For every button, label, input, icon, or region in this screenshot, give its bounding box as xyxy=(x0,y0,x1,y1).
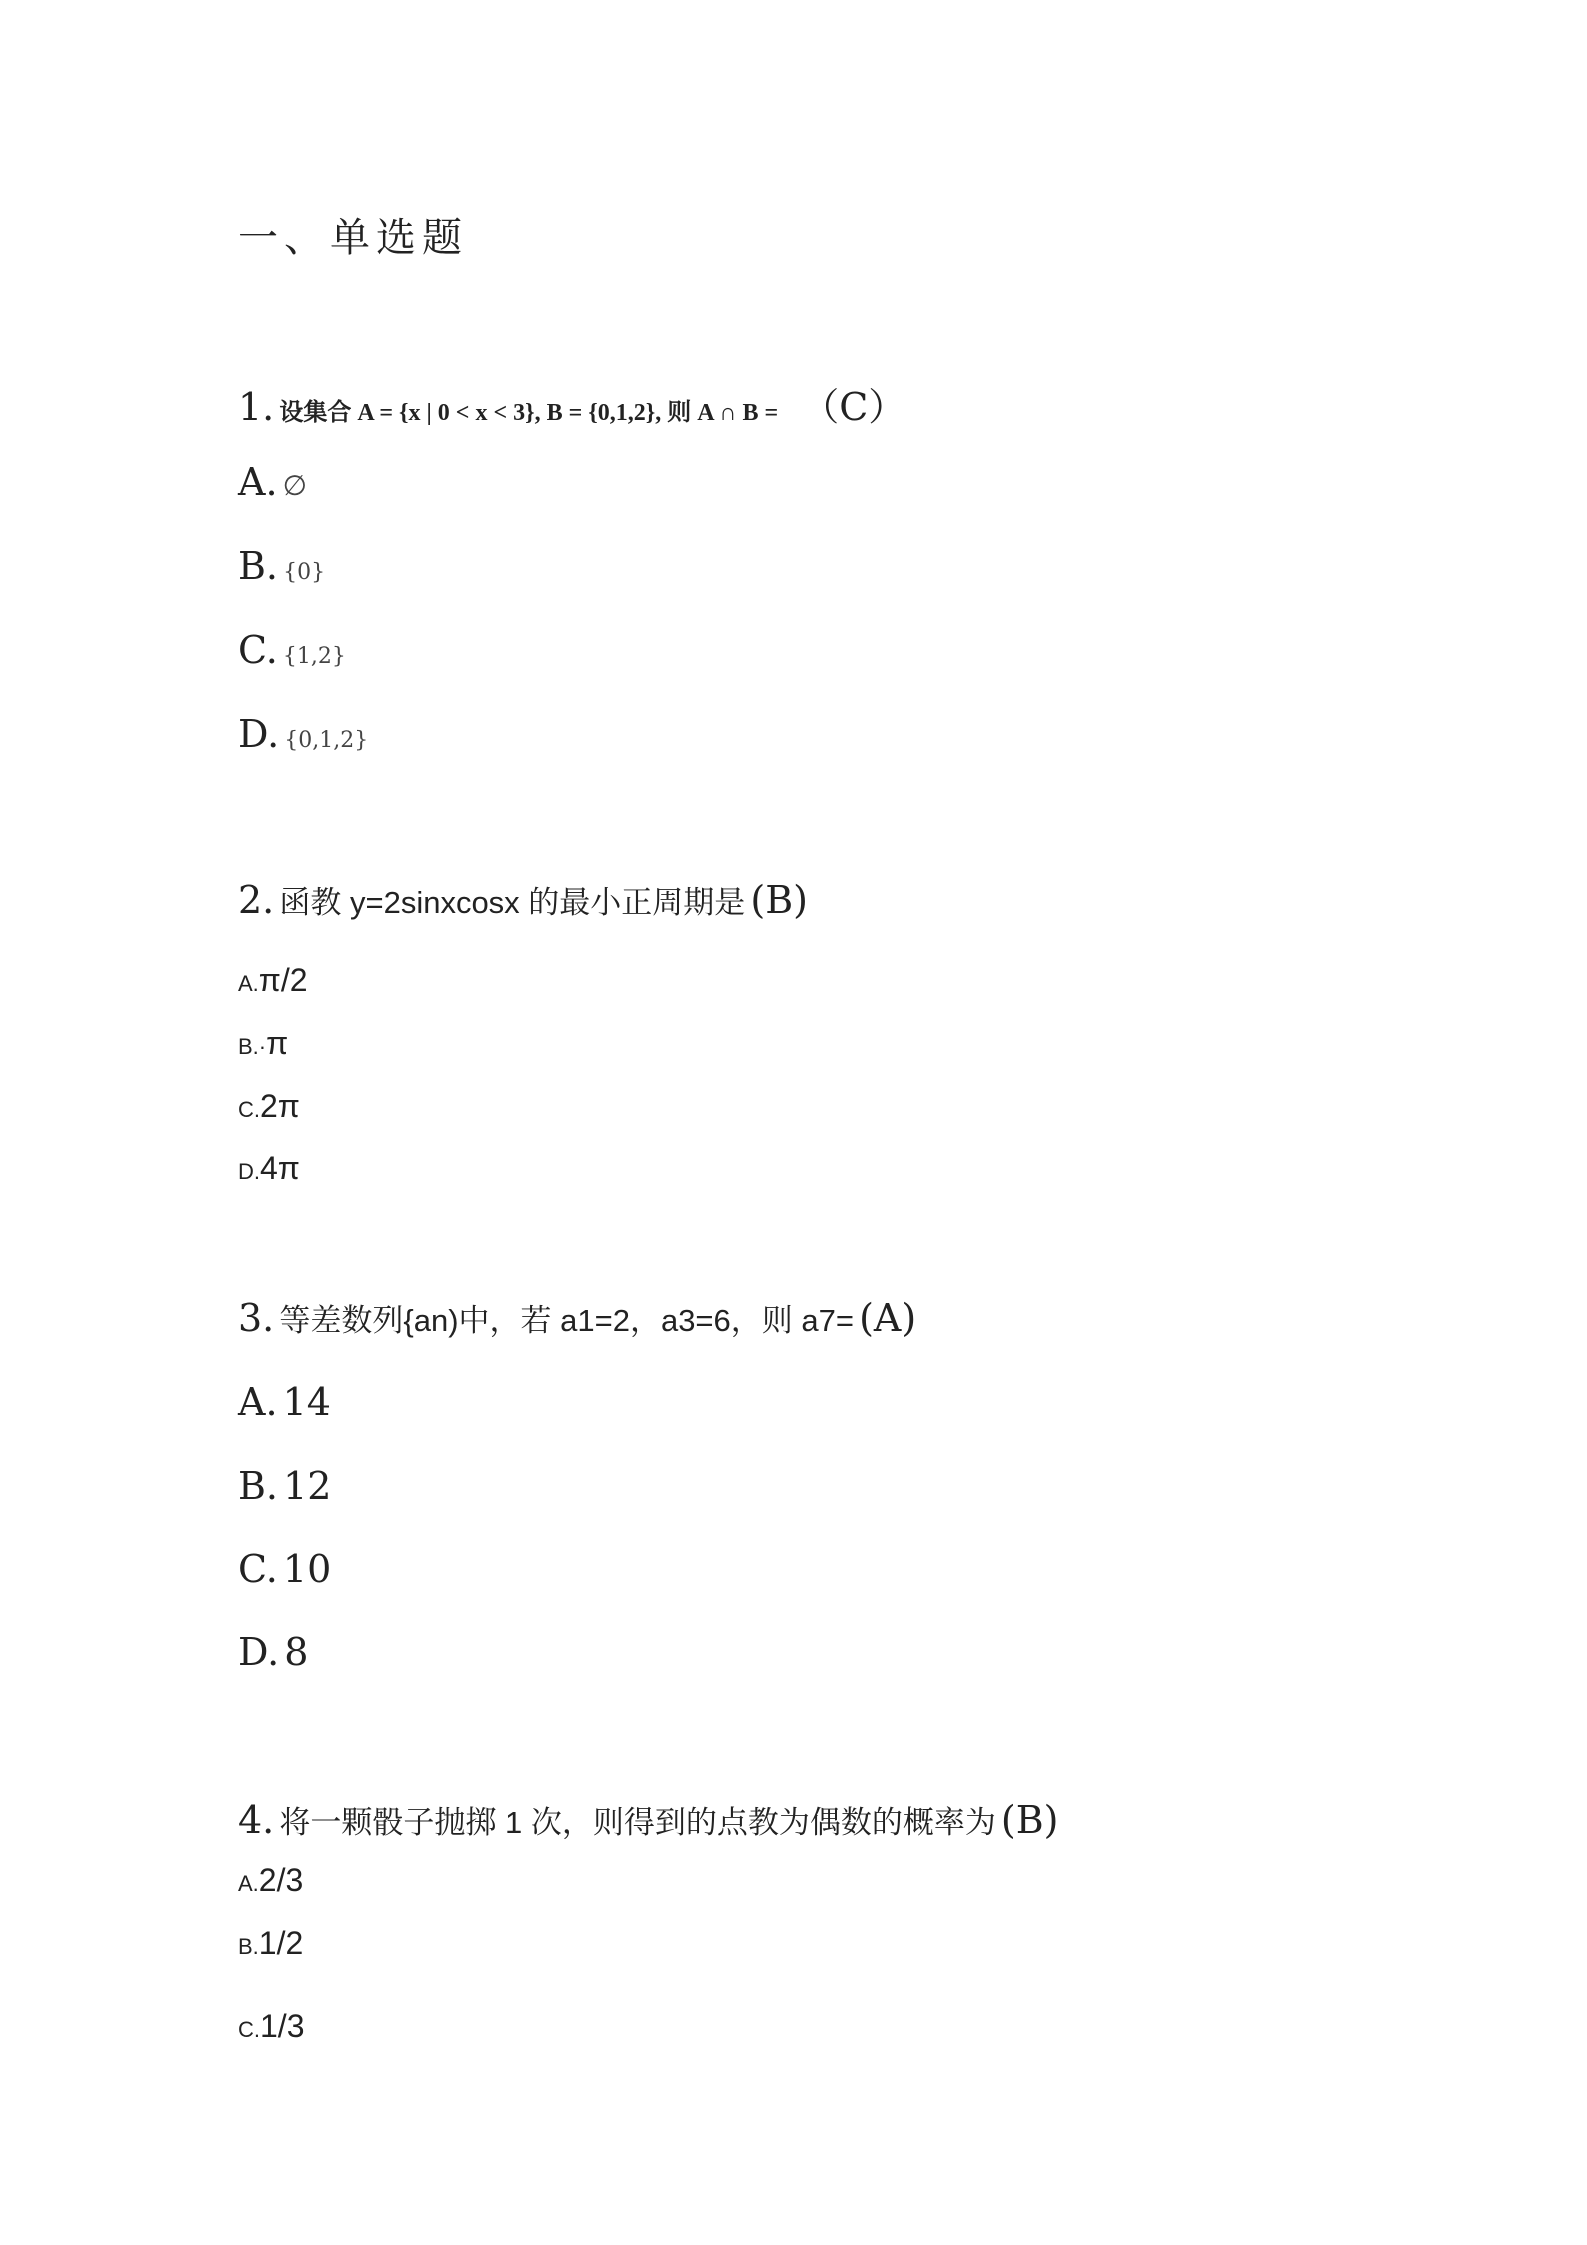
option-1b xyxy=(238,544,325,588)
option-value: 8 xyxy=(284,1630,309,1674)
option-4b xyxy=(238,1925,303,1962)
option-1a xyxy=(238,460,307,504)
option-label: A. xyxy=(238,971,259,996)
question-text: 函教 y=2sinxcosx 的最小正周期是 xyxy=(279,885,746,920)
question-2 xyxy=(238,877,808,922)
option-value: 10 xyxy=(282,1547,332,1591)
option-value: π xyxy=(266,1025,289,1061)
option-label: D. xyxy=(238,1630,280,1674)
option-value: {1,2} xyxy=(282,644,346,669)
option-label: C. xyxy=(238,2017,260,2042)
option-value: π/2 xyxy=(258,962,308,998)
option-label: C. xyxy=(238,1547,278,1591)
option-label: D. xyxy=(238,712,280,756)
option-4c xyxy=(238,2008,304,2045)
option-1d xyxy=(238,712,368,756)
option-label: B. xyxy=(238,1934,259,1959)
question-number: 3. xyxy=(238,1296,275,1340)
option-4a xyxy=(238,1862,303,1899)
question-number: 1. xyxy=(238,385,275,429)
question-answer: （C） xyxy=(801,385,907,429)
option-value: 1/3 xyxy=(260,2008,305,2044)
option-label: D. xyxy=(238,1159,260,1184)
question-answer: (B) xyxy=(750,878,808,922)
question-answer: (A) xyxy=(859,1296,917,1340)
option-label: A. xyxy=(238,1380,278,1424)
option-value: 12 xyxy=(283,1464,332,1508)
option-2c xyxy=(238,1088,300,1125)
option-3a xyxy=(238,1380,331,1424)
question-text: 设集合 A = {x | 0 < x < 3}, B = {0,1,2}, 则 A ∩ B = xyxy=(279,400,779,426)
option-label: C. xyxy=(238,628,278,672)
option-3c xyxy=(238,1547,331,1591)
option-label: A. xyxy=(238,1871,259,1896)
question-3 xyxy=(238,1295,916,1340)
option-2b xyxy=(238,1025,288,1062)
option-value: 1/2 xyxy=(258,1925,304,1961)
question-answer: (B) xyxy=(1000,1798,1059,1842)
option-3d xyxy=(238,1630,308,1674)
option-value: {0,1,2} xyxy=(284,728,369,753)
option-2a xyxy=(238,962,308,999)
question-text: 等差数列{an)中，若 a1=2，a3=6，则 a7= xyxy=(279,1303,854,1338)
section-title: 一、单选题 xyxy=(238,215,468,261)
option-label: C. xyxy=(238,1097,260,1122)
option-value: 14 xyxy=(282,1380,331,1424)
option-label: A. xyxy=(238,460,278,504)
question-4 xyxy=(238,1797,1059,1842)
question-number: 2. xyxy=(238,878,275,922)
option-value: ∅ xyxy=(282,469,308,502)
option-value: 2π xyxy=(260,1088,300,1124)
option-3b xyxy=(238,1464,331,1508)
option-value: {0} xyxy=(283,560,326,585)
option-1c xyxy=(238,628,346,672)
option-2d xyxy=(238,1150,300,1187)
question-text: 将一颗骰子抛掷 1 次，则得到的点教为偶数的概率为 xyxy=(279,1805,996,1840)
option-label: B. xyxy=(238,544,279,588)
question-1 xyxy=(238,376,906,431)
question-number: 4. xyxy=(238,1798,275,1842)
option-label: B. xyxy=(238,1464,279,1508)
option-label: B.· xyxy=(238,1034,267,1059)
option-value: 2/3 xyxy=(258,1862,304,1898)
option-value: 4π xyxy=(260,1150,300,1186)
